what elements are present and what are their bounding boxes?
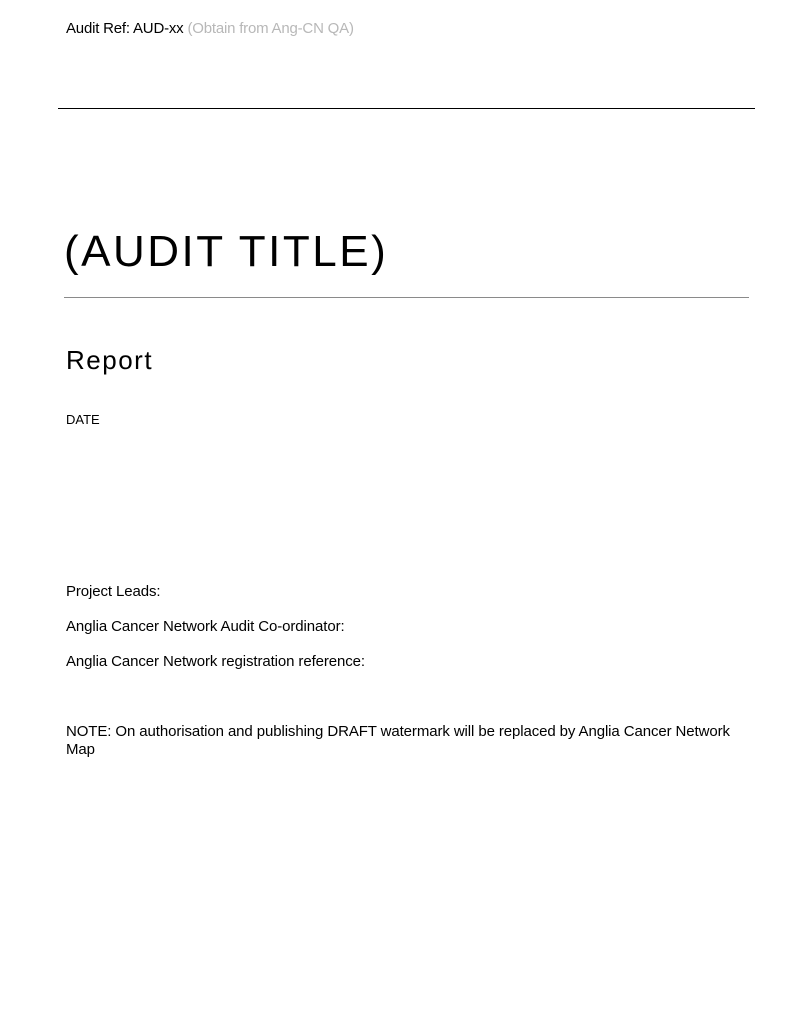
audit-reference (66, 19, 354, 39)
publishing-note: NOTE: On authorisation and publishing DRAFT watermark will be replaced by Anglia Cancer Network Map (66, 723, 730, 758)
document-subtitle: Report (66, 345, 154, 375)
document-title: (AUDIT TITLE) (64, 227, 389, 276)
audit-ref-hint: (Obtain from Ang-CN QA) (187, 20, 354, 37)
title-divider (64, 297, 749, 298)
audit-coordinator-field: Anglia Cancer Network Audit Co-ordinator: (66, 618, 345, 635)
header-divider (58, 108, 755, 109)
project-leads-field: Project Leads: (66, 583, 161, 600)
audit-ref-label: Audit Ref: AUD-xx (66, 20, 184, 37)
document-date: DATE (66, 412, 100, 427)
registration-reference-field: Anglia Cancer Network registration reference: (66, 653, 365, 670)
